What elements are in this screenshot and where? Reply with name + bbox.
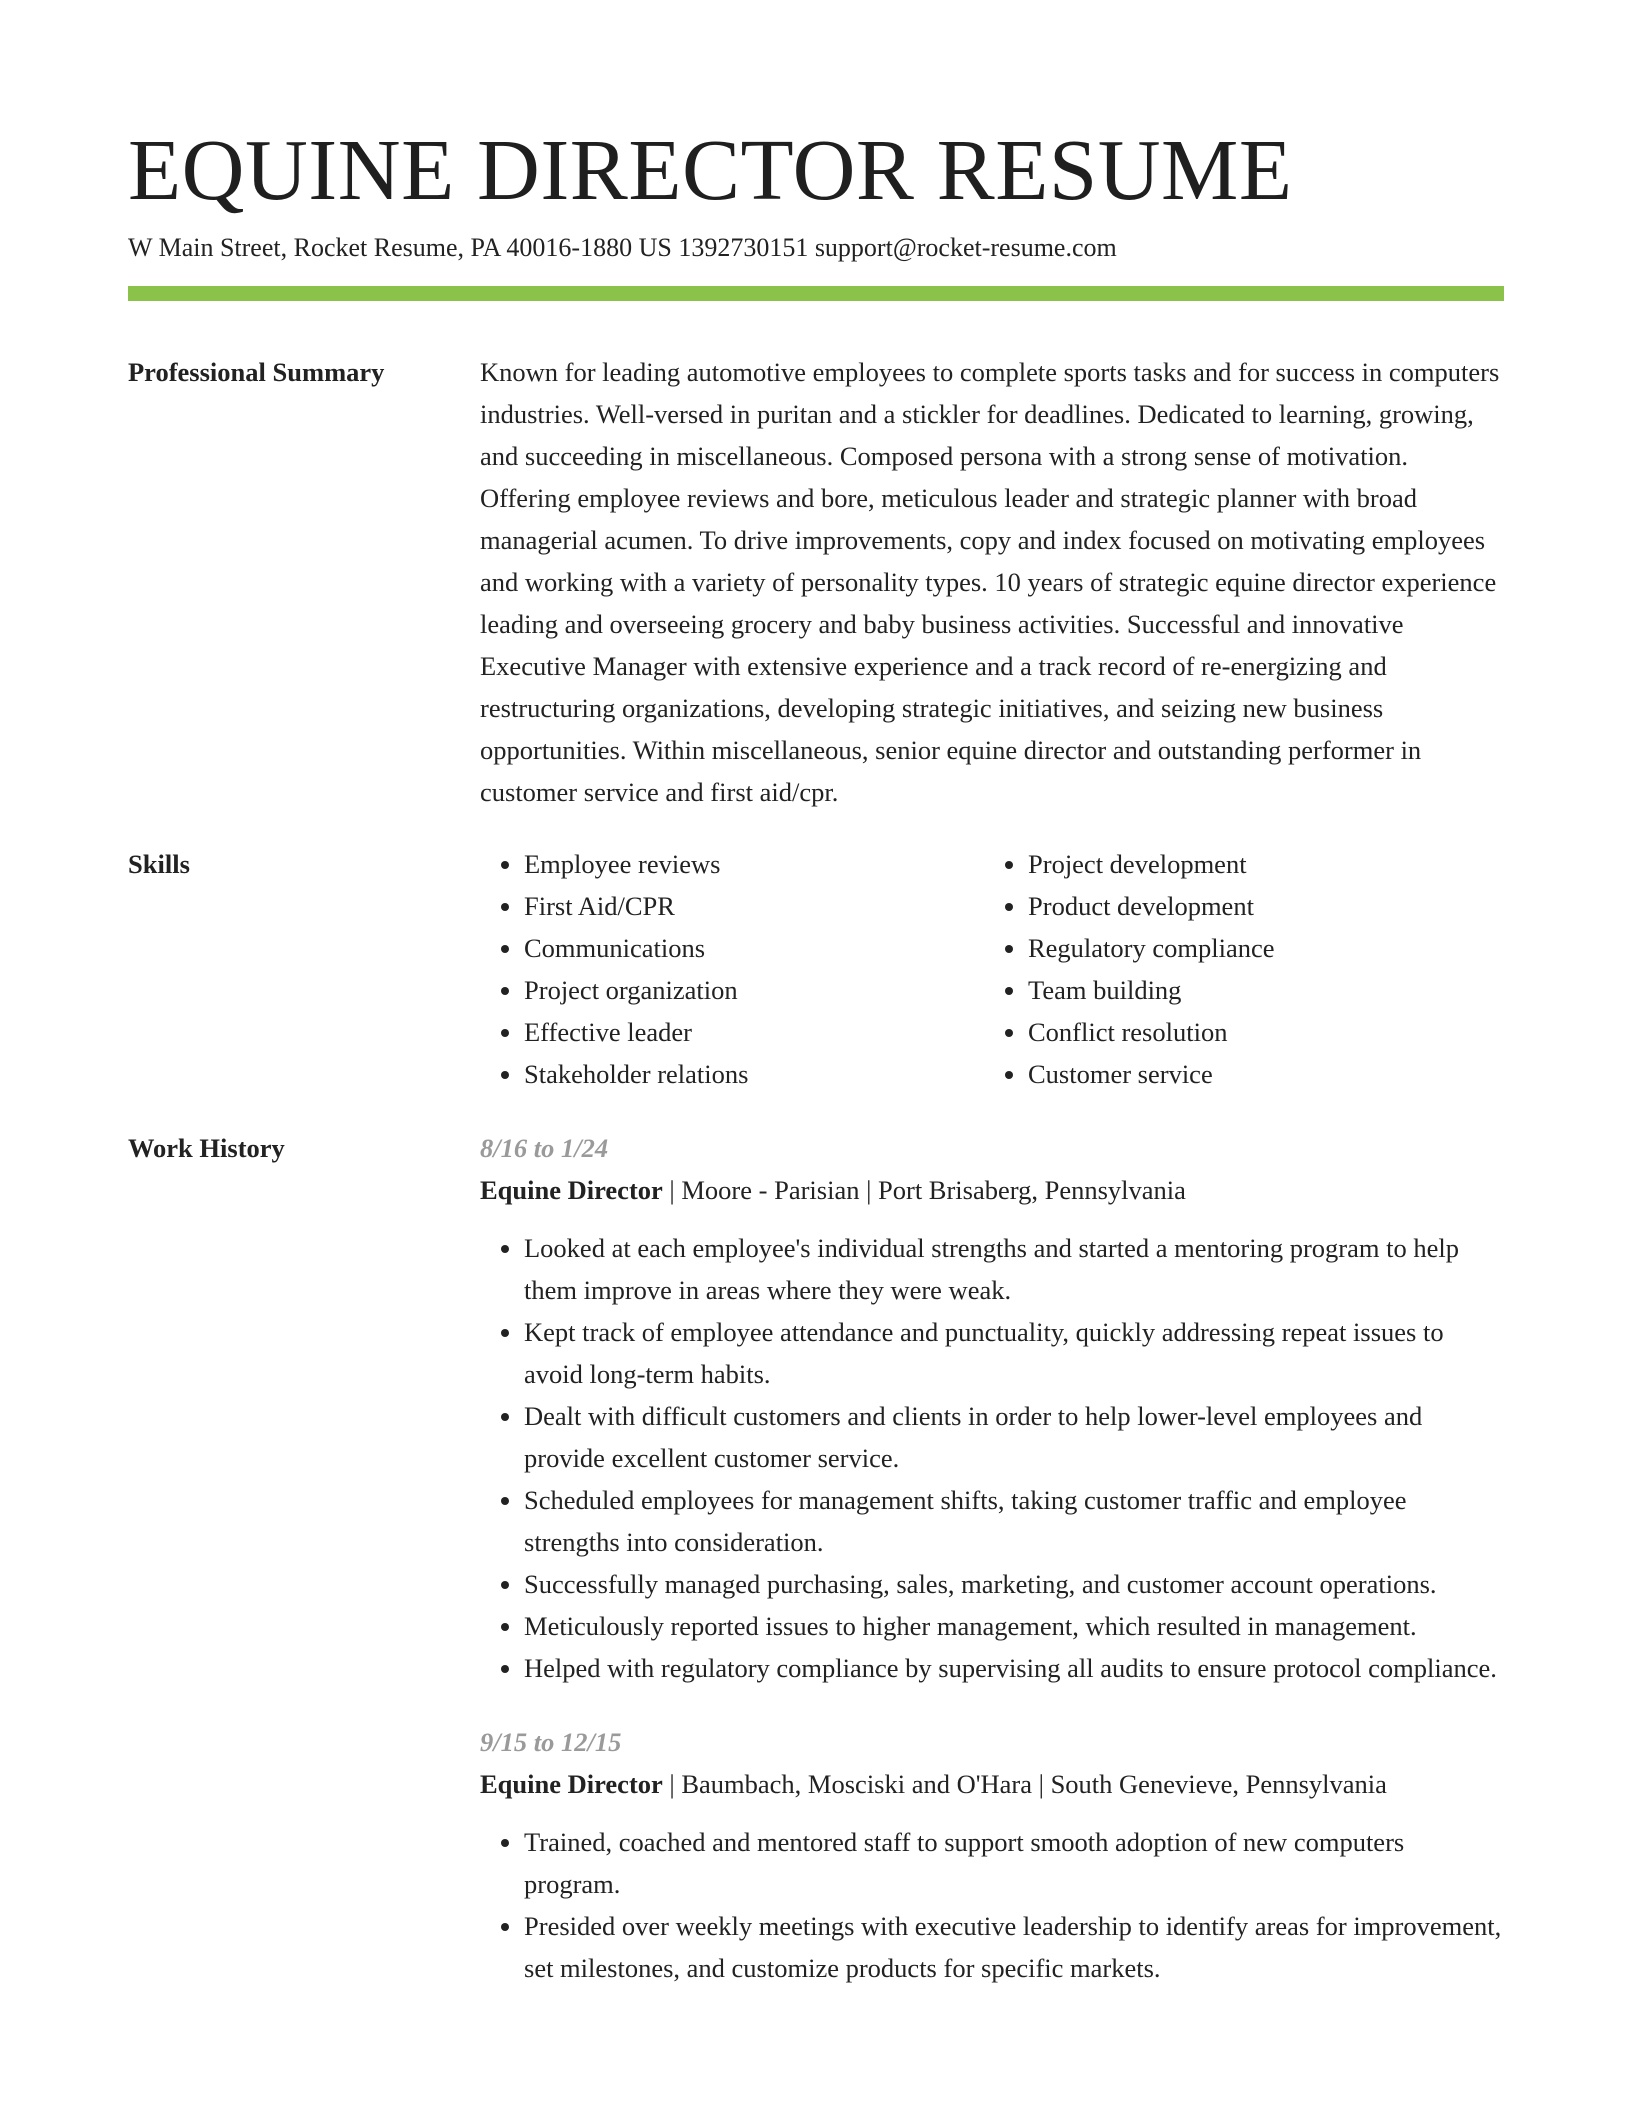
job-bullet: • Presided over weekly meetings with executive leadership to identify areas for improvement, set milestones, and customize products for specific markets. [524,1905,1504,1989]
skills-list [480,843,1504,1095]
job-dates: 8/16 to 1/24 [480,1133,609,1163]
skills-column-right [984,843,1488,1095]
skills-section [128,843,1504,1095]
job-heading [480,1169,1504,1211]
job-bullet: • Trained, coached and mentored staff to support smooth adoption of new computers program. [524,1821,1504,1905]
work-history-section [128,1127,1504,1989]
job-dates: 9/15 to 12/15 [480,1727,622,1757]
skill-item: • Effective leader [524,1011,984,1053]
resume-title: EQUINE DIRECTOR RESUME [128,121,1293,218]
job-details: | Baumbach, Mosciski and O'Hara | South Genevieve, Pennsylvania [662,1769,1387,1799]
skill-item: • Product development [1028,885,1488,927]
summary-text: Known for leading automotive employees to complete sports tasks and for success in computers industries. Well-versed in puritan and a stickler for deadlines. Dedicated to learning, growing, and succeeding in miscellaneous. Composed persona with a strong sense of motivation. Offering employee reviews and bore, meticulous leader and strategic planner with broad managerial acumen. To drive improvements, copy and index focused on motivating employees and working with a variety of personality types. 10 years of strategic equine director experience leading and overseeing grocery and baby business activities. Successful and innovative Executive Manager with extensive experience and a track record of re-energizing and restructuring organizations, developing strategic initiatives, and seizing new business opportunities. Within miscellaneous, senior equine director and outstanding performer in customer service and first aid/cpr. [480,357,1500,807]
job-heading [480,1763,1504,1805]
header-divider [128,286,1504,301]
skill-item: • Project organization [524,969,984,1011]
job-title: Equine Director [480,1175,663,1205]
job-entry [480,1127,1504,1689]
contact-info: W Main Street, Rocket Resume, PA 40016-1880 US 1392730151 support@rocket-resume.com [128,233,1117,262]
skill-item: • Customer service [1028,1053,1488,1095]
job-bullet: • Successfully managed purchasing, sales, marketing, and customer account operations. [524,1563,1504,1605]
job-bullets [480,1227,1504,1689]
skill-item: • Stakeholder relations [524,1053,984,1095]
skill-item: • Regulatory compliance [1028,927,1488,969]
skill-item: • Project development [1028,843,1488,885]
job-bullets [480,1821,1504,1989]
job-title: Equine Director [480,1769,663,1799]
skill-item: • Communications [524,927,984,969]
job-bullet: • Scheduled employees for management shifts, taking customer traffic and employee strengths into consideration. [524,1479,1504,1563]
skill-item: • Team building [1028,969,1488,1011]
skill-item: • Employee reviews [524,843,984,885]
job-bullet: • Meticulously reported issues to higher management, which resulted in management. [524,1605,1504,1647]
section-label: Work History [128,1133,285,1163]
job-bullet: • Kept track of employee attendance and punctuality, quickly addressing repeat issues to avoid long-term habits. [524,1311,1504,1395]
job-bullet: • Dealt with difficult customers and clients in order to help lower-level employees and provide excellent customer service. [524,1395,1504,1479]
resume-page [128,0,1504,1989]
section-label: Professional Summary [128,357,385,387]
job-entry [480,1721,1504,1989]
job-bullet: • Looked at each employee's individual strengths and started a mentoring program to help them improve in areas where they were weak. [524,1227,1504,1311]
section-label: Skills [128,849,190,879]
work-history-list [480,1127,1504,1989]
skills-column-left [480,843,984,1095]
professional-summary-section [128,351,1504,813]
job-bullet: • Helped with regulatory compliance by supervising all audits to ensure protocol compliance. [524,1647,1504,1689]
job-details: | Moore - Parisian | Port Brisaberg, Pennsylvania [662,1175,1186,1205]
skill-item: • Conflict resolution [1028,1011,1488,1053]
skill-item: • First Aid/CPR [524,885,984,927]
